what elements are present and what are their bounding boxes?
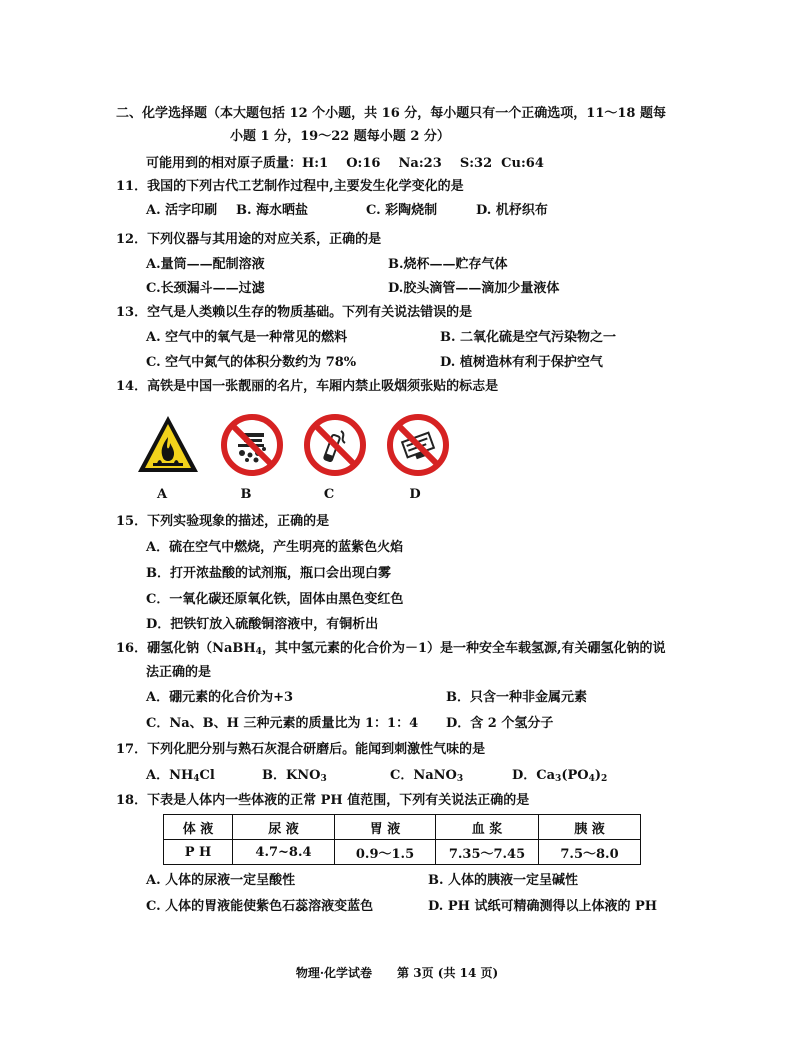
q13-option-a[interactable]: A. 空气中的氧气是一种常见的燃料 xyxy=(146,330,348,345)
q13-option-c[interactable]: C. 空气中氮气的体积分数约为 78% xyxy=(146,355,357,370)
q11-option-a[interactable]: A. 活字印刷 xyxy=(146,203,218,218)
page-footer: 物理·化学试卷 第 3页 (共 14 页) xyxy=(295,966,499,980)
table-cell: P H xyxy=(164,840,233,865)
q18-option-d[interactable]: D. PH 试纸可精确测得以上体液的 PH xyxy=(428,899,658,914)
q14-label-d: D xyxy=(409,487,421,502)
q14-label-b: B xyxy=(240,487,252,502)
q17-option-a[interactable]: A．$NH_4Cl$ xyxy=(146,768,215,784)
q12-option-a[interactable]: A.量筒——配制溶液 xyxy=(146,257,265,272)
table-cell: 0.9～1.5 xyxy=(335,840,436,865)
q18-stem: 18．下表是人体内一些体液的正常 PH 值范围，下列有关说法正确的是 xyxy=(116,793,530,808)
table-row xyxy=(164,840,641,865)
q16-stem-line2: 法正确的是 xyxy=(146,665,212,680)
no-smoking-icon[interactable] xyxy=(303,413,367,477)
table-cell: 4.7~8.4 xyxy=(233,840,335,865)
q12-stem: 12．下列仪器与其用途的对应关系，正确的是 xyxy=(116,232,382,247)
q16-option-a[interactable]: A．硼元素的化合价为+3 xyxy=(146,690,294,705)
q16-option-d[interactable]: D．含 2 个氢分子 xyxy=(446,716,554,731)
table-header-cell: 体 液 xyxy=(164,815,233,840)
table-cell: 7.35～7.45 xyxy=(436,840,539,865)
q16-stem: 16．硼氢化钠（NaBH$_4$，其中氢元素的化合价为－1）是一种安全车载氢源,有关硼氢化钠的说 xyxy=(116,641,666,657)
q17-option-b[interactable]: B．$KNO_3$ xyxy=(262,768,327,784)
q15-option-c[interactable]: C．一氧化碳还原氧化铁，固体由黑色变红色 xyxy=(146,592,404,607)
q16-option-b[interactable]: B．只含一种非金属元素 xyxy=(446,690,587,705)
ph-table xyxy=(163,814,641,865)
q18-option-c[interactable]: C. 人体的胃液能使紫色石蕊溶液变蓝色 xyxy=(146,899,374,914)
q15-option-a[interactable]: A．硫在空气中燃烧，产生明亮的蓝紫色火焰 xyxy=(146,540,404,555)
prohibition-sign-d-icon[interactable] xyxy=(386,413,450,477)
q11-option-c[interactable]: C. 彩陶烧制 xyxy=(366,203,438,218)
q16-option-c[interactable]: C．Na、B、H 三种元素的质量比为 1：1：4 xyxy=(146,716,419,731)
q17-stem: 17．下列化肥分别与熟石灰混合研磨后。能闻到刺激性气味的是 xyxy=(116,742,486,757)
table-cell: 7.5～8.0 xyxy=(539,840,641,865)
q12-option-c[interactable]: C.长颈漏斗——过滤 xyxy=(146,281,265,296)
q11-stem: 11．我国的下列古代工艺制作过程中,主要发生化学变化的是 xyxy=(116,179,464,194)
q18-option-a[interactable]: A. 人体的尿液一定呈酸性 xyxy=(146,873,296,888)
section-heading-line2: 小题 1 分，19～22 题每小题 2 分） xyxy=(230,129,450,144)
q17-option-c[interactable]: C．NaNO$_3$ xyxy=(390,768,464,784)
table-header-cell: 胃 液 xyxy=(335,815,436,840)
flammable-warning-icon[interactable] xyxy=(136,413,200,477)
q12-option-d[interactable]: D.胶头滴管——滴加少量液体 xyxy=(388,281,560,296)
q11-option-d[interactable]: D. 机杼织布 xyxy=(476,203,548,218)
q15-option-b[interactable]: B．打开浓盐酸的试剂瓶，瓶口会出现白雾 xyxy=(146,566,391,581)
q14-label-a: A xyxy=(156,487,168,502)
atomic-masses: 可能用到的相对原子质量：H:1 O:16 Na:23 S:32 Cu:64 xyxy=(146,156,544,171)
q13-option-d[interactable]: D. 植树造林有利于保护空气 xyxy=(440,355,603,370)
q17-option-d[interactable]: D．$Ca_3(PO_4)_2$ xyxy=(512,768,608,784)
q13-option-b[interactable]: B. 二氧化硫是空气污染物之一 xyxy=(440,330,617,345)
q15-stem: 15．下列实验现象的描述，正确的是 xyxy=(116,514,330,529)
q15-option-d[interactable]: D．把铁钉放入硫酸铜溶液中，有铜析出 xyxy=(146,617,379,632)
prohibition-sign-b-icon[interactable] xyxy=(220,413,284,477)
table-header-cell: 胰 液 xyxy=(539,815,641,840)
q14-signs xyxy=(136,413,466,479)
q12-option-b[interactable]: B.烧杯——贮存气体 xyxy=(388,257,508,272)
q14-label-c: C xyxy=(323,487,335,502)
q14-stem: 14．高铁是中国一张靓丽的名片，车厢内禁止吸烟须张贴的标志是 xyxy=(116,379,499,394)
q13-stem: 13．空气是人类赖以生存的物质基础。下列有关说法错误的是 xyxy=(116,305,473,320)
table-header-cell: 尿 液 xyxy=(233,815,335,840)
table-header-row xyxy=(164,815,641,840)
table-header-cell: 血 浆 xyxy=(436,815,539,840)
section-heading: 二、化学选择题（本大题包括 12 个小题，共 16 分，每小题只有一个正确选项，11～18 题每 xyxy=(116,106,666,121)
q11-option-b[interactable]: B. 海水晒盐 xyxy=(236,203,309,218)
q18-option-b[interactable]: B. 人体的胰液一定呈碱性 xyxy=(428,873,579,888)
